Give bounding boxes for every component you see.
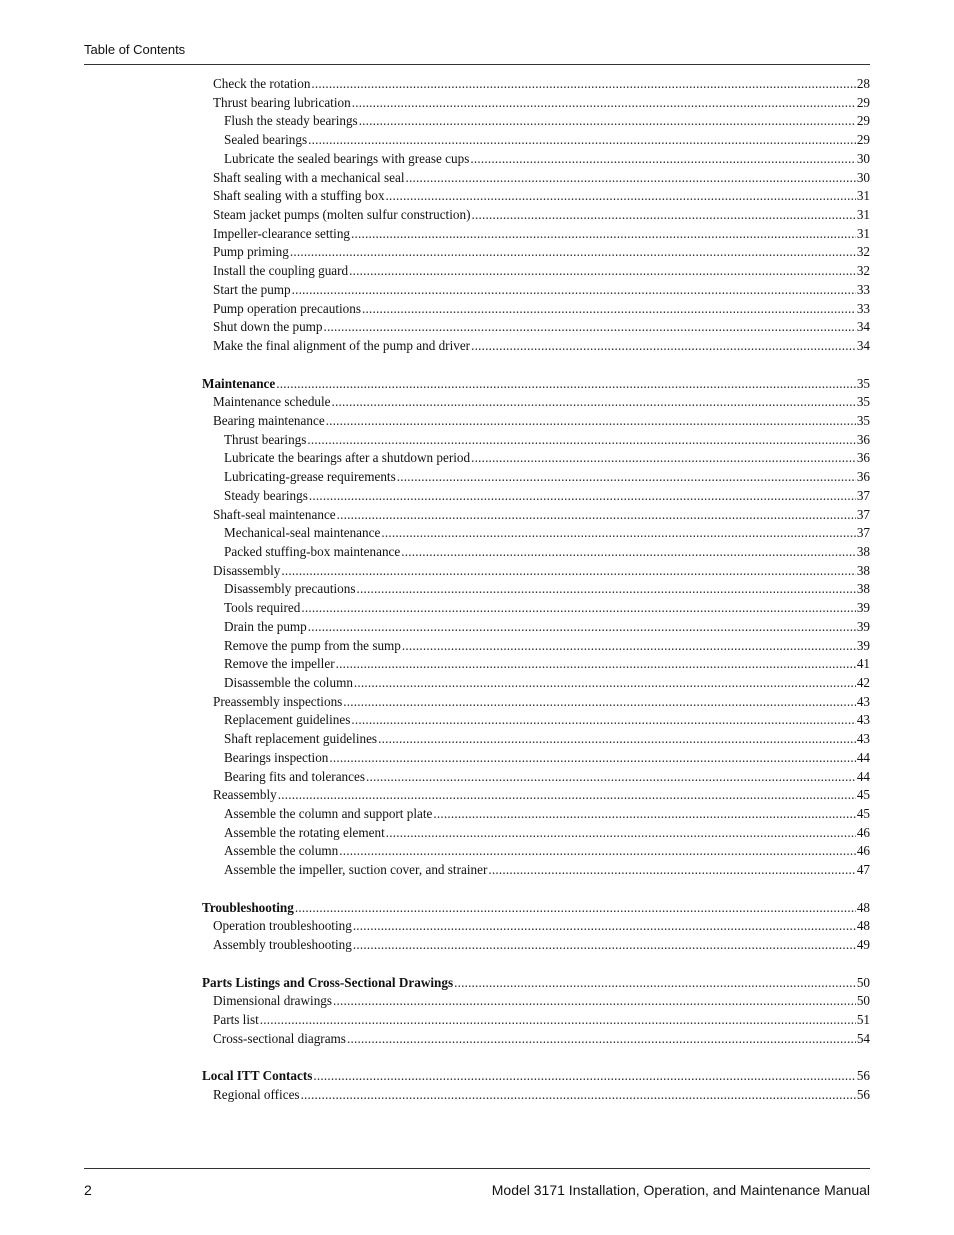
toc-entry[interactable] <box>202 131 870 150</box>
dot-leader <box>333 992 856 1011</box>
footer-page-number: 2 <box>84 1182 92 1198</box>
toc-entry-page-number: 37 <box>856 506 870 522</box>
toc-entry[interactable] <box>202 861 870 880</box>
dot-leader <box>352 94 856 113</box>
toc-entry[interactable] <box>202 412 870 431</box>
dot-leader <box>278 786 856 805</box>
dot-leader <box>292 281 856 300</box>
toc-entry-title: Local ITT Contacts <box>202 1068 313 1084</box>
dot-leader <box>471 449 856 468</box>
toc-entry-page-number: 49 <box>856 937 870 953</box>
toc-entry[interactable] <box>202 337 870 356</box>
dot-leader <box>339 842 856 861</box>
dot-leader <box>290 243 856 262</box>
toc-entry[interactable] <box>202 786 870 805</box>
toc-entry-page-number: 39 <box>856 618 870 634</box>
toc-entry-page-number: 29 <box>856 113 870 129</box>
toc-entry-page-number: 32 <box>856 244 870 260</box>
dot-leader <box>324 318 856 337</box>
dot-leader <box>343 693 856 712</box>
toc-entry-page-number: 41 <box>856 656 870 672</box>
toc-entry[interactable] <box>202 524 870 543</box>
dot-leader <box>354 674 856 693</box>
toc-entry-title: Steam jacket pumps (molten sulfur construction) <box>213 207 471 223</box>
toc-entry-title: Shaft sealing with a stuffing box <box>213 188 385 204</box>
dot-leader <box>332 393 856 412</box>
toc-entry-title: Make the final alignment of the pump and driver <box>213 338 471 354</box>
dot-leader <box>308 131 856 150</box>
dot-leader <box>401 543 856 562</box>
toc-entry-title: Troubleshooting <box>202 899 294 915</box>
toc-entry-title: Thrust bearing lubrication <box>213 94 351 110</box>
dot-leader <box>351 711 855 730</box>
dot-leader <box>326 412 856 431</box>
toc-entry-title: Impeller-clearance setting <box>213 225 351 241</box>
toc-entry[interactable] <box>202 637 870 656</box>
toc-entry-page-number: 51 <box>856 1011 870 1027</box>
toc-entry-title: Flush the steady bearings <box>224 113 358 129</box>
toc-section-entry[interactable] <box>202 1067 870 1086</box>
dot-leader <box>309 487 856 506</box>
toc-entry-page-number: 29 <box>856 132 870 148</box>
toc-entry[interactable] <box>202 824 870 843</box>
toc-entry[interactable] <box>202 562 870 581</box>
toc-entry-page-number: 34 <box>856 338 870 354</box>
dot-leader <box>359 112 856 131</box>
toc-entry[interactable] <box>202 300 870 319</box>
toc-entry-title: Pump operation precautions <box>213 300 361 316</box>
toc-entry-title: Shaft replacement guidelines <box>224 731 378 747</box>
table-of-contents <box>202 75 870 1105</box>
toc-entry-title: Operation troubleshooting <box>213 918 352 934</box>
toc-entry[interactable] <box>202 243 870 262</box>
toc-entry[interactable] <box>202 206 870 225</box>
toc-entry[interactable] <box>202 393 870 412</box>
toc-entry-page-number: 56 <box>856 1068 870 1084</box>
toc-entry-title: Install the coupling guard <box>213 263 349 279</box>
toc-entry-title: Packed stuffing-box maintenance <box>224 543 401 559</box>
toc-entry-page-number: 31 <box>856 188 870 204</box>
dot-leader <box>313 1067 855 1086</box>
dot-leader <box>308 618 856 637</box>
toc-entry[interactable] <box>202 992 870 1011</box>
toc-entry-page-number: 31 <box>856 207 870 223</box>
toc-entry[interactable] <box>202 94 870 113</box>
toc-entry[interactable] <box>202 431 870 450</box>
toc-entry-title: Bearing fits and tolerances <box>224 768 365 784</box>
toc-entry-title: Check the rotation <box>213 76 311 91</box>
toc-entry-title: Maintenance <box>202 375 276 391</box>
toc-entry[interactable] <box>202 487 870 506</box>
toc-entry[interactable] <box>202 543 870 562</box>
toc-entry-title: Remove the pump from the sump <box>224 637 401 653</box>
toc-entry[interactable] <box>202 281 870 300</box>
toc-entry-title: Replacement guidelines <box>224 712 351 728</box>
toc-entry[interactable] <box>202 318 870 337</box>
toc-entry-page-number: 39 <box>856 600 870 616</box>
footer-manual-title: Model 3171 Installation, Operation, and Maintenance Manual <box>491 1182 870 1198</box>
dot-leader <box>378 730 856 749</box>
toc-entry-page-number: 44 <box>856 768 870 784</box>
toc-entry-title: Lubricate the bearings after a shutdown period <box>224 450 471 466</box>
toc-entry[interactable] <box>202 749 870 768</box>
toc-entry-page-number: 30 <box>856 169 870 185</box>
toc-entry-page-number: 46 <box>856 824 870 840</box>
toc-entry-page-number: 39 <box>856 637 870 653</box>
toc-entry-title: Reassembly <box>213 787 277 803</box>
dot-leader <box>471 337 856 356</box>
toc-entry[interactable] <box>202 936 870 955</box>
dot-leader <box>307 431 855 450</box>
toc-entry-page-number: 30 <box>856 150 870 166</box>
dot-leader <box>488 861 855 880</box>
toc-entry[interactable] <box>202 169 870 188</box>
toc-entry[interactable] <box>202 262 870 281</box>
toc-entry-title: Disassembly <box>213 562 281 578</box>
toc-entry[interactable] <box>202 1030 870 1049</box>
dot-leader <box>386 824 856 843</box>
toc-entry-title: Shaft-seal maintenance <box>213 506 336 522</box>
toc-entry-title: Parts list <box>213 1011 259 1027</box>
toc-entry-title: Lubricating-grease requirements <box>224 469 396 485</box>
dot-leader <box>347 1030 856 1049</box>
toc-entry-page-number: 38 <box>856 581 870 597</box>
dot-leader <box>351 225 856 244</box>
toc-entry-title: Shaft sealing with a mechanical seal <box>213 169 405 185</box>
toc-entry-title: Bearing maintenance <box>213 412 325 428</box>
toc-section-entry[interactable] <box>202 899 870 918</box>
dot-leader <box>356 580 855 599</box>
dot-leader <box>329 749 855 768</box>
toc-entry-title: Shut down the pump <box>213 319 323 335</box>
toc-entry-page-number: 35 <box>856 394 870 410</box>
toc-entry[interactable] <box>202 917 870 936</box>
toc-entry-title: Mechanical-seal maintenance <box>224 525 381 541</box>
toc-entry-page-number: 35 <box>856 375 870 391</box>
toc-entry-page-number: 29 <box>856 94 870 110</box>
dot-leader <box>295 899 856 918</box>
toc-entry-page-number: 43 <box>856 693 870 709</box>
toc-entry-page-number: 56 <box>856 1086 870 1102</box>
toc-entry-page-number: 42 <box>856 675 870 690</box>
toc-entry-title: Bearings inspection <box>224 749 329 765</box>
toc-entry-title: Maintenance schedule <box>213 394 331 410</box>
dot-leader <box>276 375 856 394</box>
toc-entry-title: Lubricate the sealed bearings with grease cups <box>224 150 470 166</box>
toc-entry-title: Disassemble the column <box>224 675 353 690</box>
toc-entry-title: Remove the impeller <box>224 656 335 672</box>
dot-leader <box>381 524 855 543</box>
toc-entry-title: Assembly troubleshooting <box>213 937 352 953</box>
toc-entry-page-number: 32 <box>856 263 870 279</box>
dot-leader <box>397 468 856 487</box>
toc-entry-page-number: 28 <box>856 76 870 91</box>
toc-entry-page-number: 45 <box>856 787 870 803</box>
toc-entry[interactable] <box>202 599 870 618</box>
toc-section-entry[interactable] <box>202 375 870 394</box>
dot-leader <box>362 300 856 319</box>
toc-entry-title: Pump priming <box>213 244 289 260</box>
page-header-title: Table of Contents <box>84 42 186 57</box>
toc-entry-title: Tools required <box>224 600 301 616</box>
toc-entry-page-number: 43 <box>856 731 870 747</box>
toc-entry[interactable] <box>202 674 870 693</box>
dot-leader <box>353 917 856 936</box>
toc-entry-page-number: 37 <box>856 525 870 541</box>
dot-leader <box>349 262 856 281</box>
dot-leader <box>471 206 855 225</box>
toc-entry-title: Drain the pump <box>224 618 307 634</box>
dot-leader <box>311 75 855 94</box>
toc-entry-page-number: 38 <box>856 562 870 578</box>
toc-entry[interactable] <box>202 506 870 525</box>
toc-entry[interactable] <box>202 842 870 861</box>
toc-entry-title: Preassembly inspections <box>213 693 343 709</box>
toc-entry-title: Thrust bearings <box>224 431 307 447</box>
dot-leader <box>337 506 856 525</box>
toc-entry[interactable] <box>202 805 870 824</box>
toc-entry-page-number: 48 <box>856 918 870 934</box>
toc-entry[interactable] <box>202 693 870 712</box>
dot-leader <box>260 1011 856 1030</box>
toc-entry[interactable] <box>202 1086 870 1105</box>
dot-leader <box>336 655 856 674</box>
toc-entry-page-number: 36 <box>856 469 870 485</box>
toc-entry-page-number: 34 <box>856 319 870 335</box>
toc-entry-page-number: 48 <box>856 899 870 915</box>
dot-leader <box>366 768 856 787</box>
dot-leader <box>454 974 856 993</box>
dot-leader <box>281 562 855 581</box>
toc-entry[interactable] <box>202 730 870 749</box>
toc-entry[interactable] <box>202 1011 870 1030</box>
toc-entry[interactable] <box>202 150 870 169</box>
toc-entry-title: Parts Listings and Cross-Sectional Drawings <box>202 974 454 990</box>
toc-entry-page-number: 37 <box>856 487 870 503</box>
toc-entry-page-number: 36 <box>856 450 870 466</box>
toc-entry[interactable] <box>202 75 870 94</box>
toc-entry-page-number: 54 <box>856 1030 870 1046</box>
toc-entry-page-number: 47 <box>856 862 870 878</box>
dot-leader <box>470 150 855 169</box>
toc-entry[interactable] <box>202 112 870 131</box>
dot-leader <box>386 187 856 206</box>
toc-entry-title: Assemble the impeller, suction cover, and strainer <box>224 862 488 878</box>
toc-entry-title: Assemble the column <box>224 843 339 859</box>
toc-entry[interactable] <box>202 449 870 468</box>
toc-entry-title: Dimensional drawings <box>213 993 333 1009</box>
toc-entry-title: Assemble the rotating element <box>224 824 385 840</box>
toc-entry[interactable] <box>202 655 870 674</box>
toc-entry-title: Cross-sectional diagrams <box>213 1030 346 1046</box>
toc-entry-page-number: 31 <box>856 225 870 241</box>
toc-entry-title: Disassembly precautions <box>224 581 356 597</box>
header-divider <box>84 64 870 65</box>
toc-entry-page-number: 50 <box>856 993 870 1009</box>
toc-entry-page-number: 33 <box>856 281 870 297</box>
toc-entry-page-number: 36 <box>856 431 870 447</box>
toc-entry[interactable] <box>202 580 870 599</box>
dot-leader <box>406 169 856 188</box>
toc-entry-page-number: 35 <box>856 412 870 428</box>
toc-entry-title: Start the pump <box>213 281 291 297</box>
toc-entry-page-number: 43 <box>856 712 870 728</box>
dot-leader <box>353 936 856 955</box>
dot-leader <box>301 599 855 618</box>
toc-entry-page-number: 38 <box>856 543 870 559</box>
toc-entry-title: Assemble the column and support plate <box>224 806 433 822</box>
toc-entry-page-number: 44 <box>856 749 870 765</box>
dot-leader <box>402 637 856 656</box>
toc-entry-page-number: 33 <box>856 300 870 316</box>
toc-entry[interactable] <box>202 225 870 244</box>
toc-section-entry[interactable] <box>202 974 870 993</box>
toc-entry[interactable] <box>202 711 870 730</box>
dot-leader <box>433 805 855 824</box>
toc-entry-title: Regional offices <box>213 1086 300 1102</box>
toc-entry-page-number: 45 <box>856 806 870 822</box>
toc-entry-title: Sealed bearings <box>224 132 308 148</box>
toc-entry-title: Steady bearings <box>224 487 308 503</box>
footer-divider <box>84 1168 870 1169</box>
dot-leader <box>301 1086 856 1105</box>
toc-entry[interactable] <box>202 468 870 487</box>
toc-entry[interactable] <box>202 618 870 637</box>
toc-entry-page-number: 46 <box>856 843 870 859</box>
toc-entry-page-number: 50 <box>856 974 870 990</box>
toc-entry[interactable] <box>202 768 870 787</box>
toc-entry[interactable] <box>202 187 870 206</box>
